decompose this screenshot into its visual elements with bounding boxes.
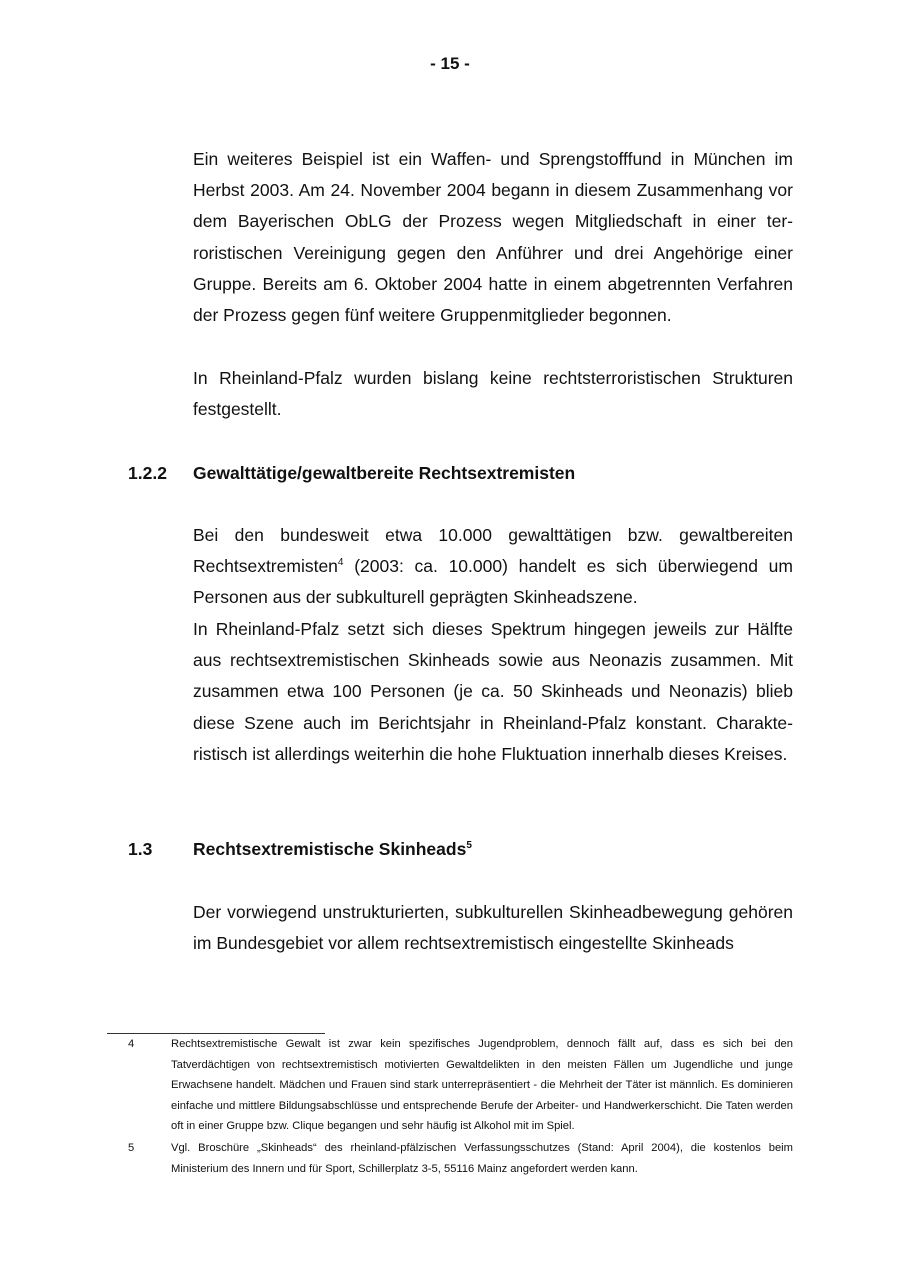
page-number: - 15 - [430,54,470,73]
footnote-4 [128,1034,793,1137]
footnote-ref-5: 5 [466,840,472,852]
section-title [193,837,472,861]
paragraph-skinhead-movement: Der vorwiegend unstrukturierten, subkulturellen Skinheadbewegung gehören im Bundesgebiet vor allem rechtsextremistisch eingestellte Skinheads [193,902,793,954]
section-number: 1.3 [128,839,153,859]
footnote-number: 5 [128,1142,135,1154]
footnote-ref-4: 4 [337,557,344,569]
section-title-text: Rechtsextremistische Skinheads [193,839,467,859]
section-title: Gewalttätige/gewaltbereite Rechtsextremisten [193,463,576,483]
paragraph-weapons-find: Ein weiteres Beispiel ist ein Waffen- und Sprengstofffund in München im Herbst 2003. Am 24. November 2004 begann in diesem Zusammenhang vor dem Bayerischen ObLG der Prozess wegen Mitgliedschaft in einer terroristischen Vereinigung gegen den Anführer und drei Angehörige einer Gruppe. Bereits am 6. Oktober 2004 hatte in einem abgetrennten Verfahren der Prozess gegen fünf weitere Gruppenmitglieder begonnen. [193,149,793,326]
paragraph-violent-extremists [193,520,793,614]
paragraph-rlp-no-structures: In Rheinland-Pfalz wurden bislang keine rechtsterroristischen Strukturen festgestellt. [193,368,793,420]
paragraph-rlp-spectrum: In Rheinland-Pfalz setzt sich dieses Spektrum hingegen jeweils zur Hälfte aus rechtsextremistischen Skinheads sowie aus Neonazis zusammen. Mit zusammen etwa 100 Personen (je ca. 50 Skinheads und Neonazis) blieb diese Szene auch im Berichtsjahr in Rheinland-Pfalz konstant. Charakteristisch ist allerdings weiterhin die hohe Fluktuation innerhalb dieses Kreises. [193,619,793,764]
footnote-5 [128,1138,793,1179]
footnote-number: 4 [128,1038,135,1050]
paragraph-text: (2003: ca. 10.000) handelt es sich überwiegend um Personen aus der subkulturell geprägten Skinheadszene. [193,556,793,608]
footnote-text: Vgl. Broschüre „Skinheads“ des rheinland-pfälzischen Verfassungsschutzes (Stand: April 2004), die kostenlos beim Ministerium des Innern und für Sport, Schillerplatz 3-5, 55116 Mainz angefordert werden kann. [171,1142,793,1175]
footnote-text: Rechtsextremistische Gewalt ist zwar kein spezifisches Jugendproblem, dennoch fällt auf, dass es sich bei den Tatverdächtigen von rechtsextremistisch motivierten Gewaltdelikten in den meisten Fällen um Jugendliche und junge Erwachsene handelt. Mädchen und Frauen sind stark unterrepräsentiert - die Mehrheit der Täter ist männlich. Es dominieren einfache und mittlere Bildungsabschlüsse und entsprechende Berufe der Arbeiter- und Handwerkerschicht. Die Taten werden oft in einer Gruppe bzw. Clique begangen und sehr häufig ist Alkohol mit im Spiel. [171,1038,793,1133]
paragraph-text: Bei den bundesweit etwa 10.000 gewalttätigen bzw. gewaltbereiten Rechtsextremisten [193,525,793,577]
section-number: 1.2.2 [128,463,167,483]
